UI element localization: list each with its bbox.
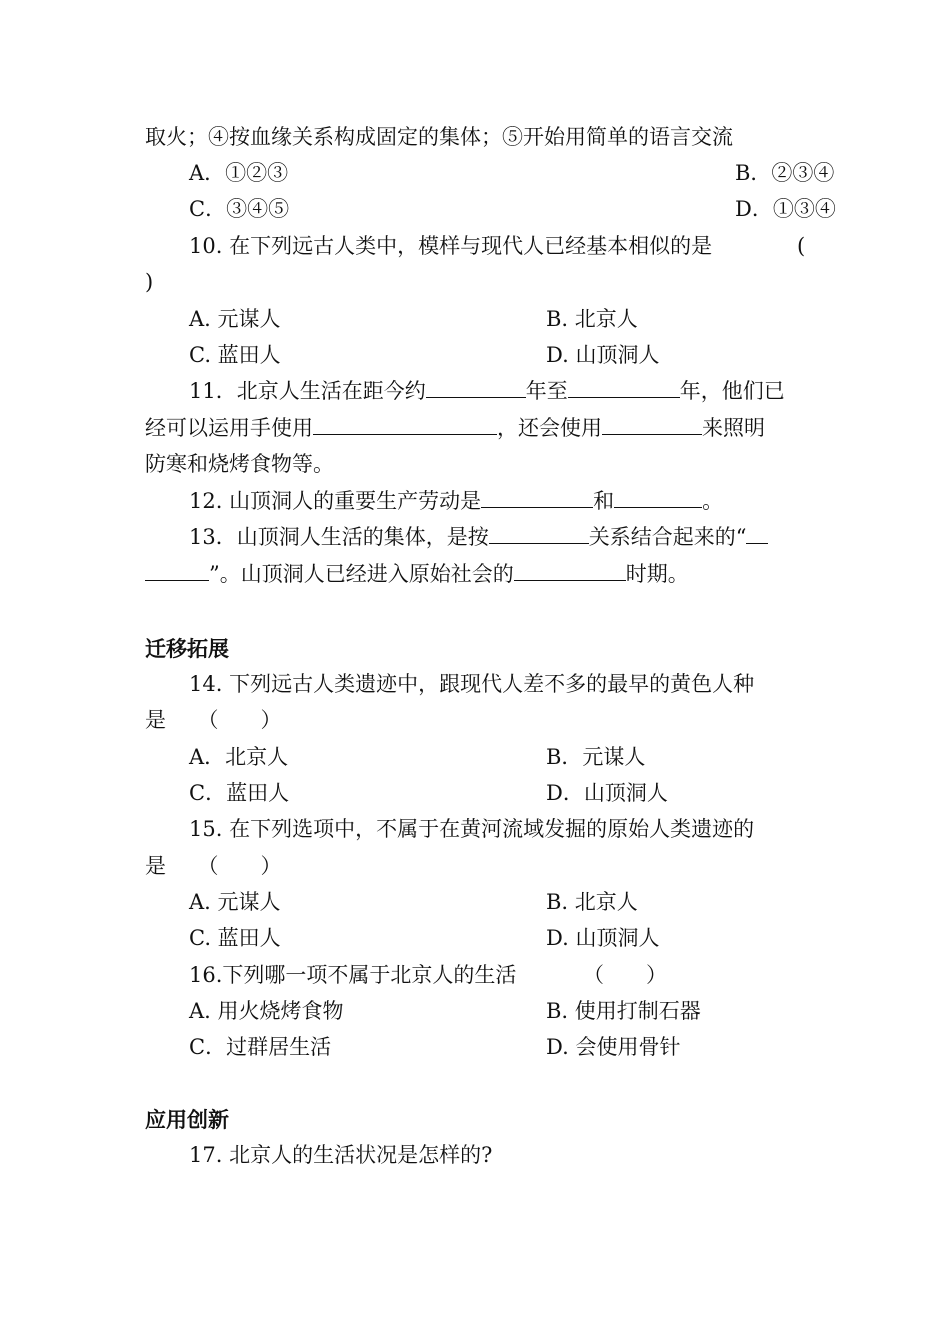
q10-options-row-2 [189, 341, 660, 369]
q15-option-c: C. 蓝田人 [189, 926, 281, 950]
q14-options-row-1 [189, 743, 646, 771]
q11-blank-3[interactable] [313, 414, 497, 435]
q11-blank-4[interactable] [602, 414, 702, 435]
q14-stem: 14. 下列远古人类遗迹中，跟现代人差不多的最早的黄色人种 [189, 672, 755, 696]
q11-text-4: 经可以运用手使用 [145, 416, 313, 440]
q12-blank-2[interactable] [614, 487, 702, 508]
q16-stem-line [189, 961, 667, 989]
q11-blank-1[interactable] [426, 377, 526, 398]
q10-paren-close: ) [145, 270, 154, 294]
q11-text-5: ，还会使用 [497, 416, 602, 440]
q11-text-7: 防寒和烧烤食物等。 [145, 452, 334, 476]
q13-line-1 [189, 523, 768, 551]
q11-text-1: 11．北京人生活在距今约 [189, 379, 426, 403]
q9-options-row-2 [189, 195, 836, 223]
q9-option-b: B．②③④ [735, 161, 835, 185]
q12-blank-1[interactable] [481, 487, 593, 508]
q16-option-d: D. 会使用骨针 [546, 1035, 681, 1059]
q15-option-d: D. 山顶洞人 [546, 926, 660, 950]
q10-option-d: D. 山顶洞人 [546, 343, 660, 367]
q17-stem: 17. 北京人的生活状况是怎样的? [189, 1143, 493, 1167]
q16-stem: 16.下列哪一项不属于北京人的生活 [189, 963, 517, 987]
q10-option-c: C. 蓝田人 [189, 343, 281, 367]
q15-stem-continued: 是 （ ） [145, 854, 282, 878]
q14-option-c: C．蓝田人 [189, 781, 290, 805]
q14-option-a: A．北京人 [189, 745, 289, 769]
section-heading-transfer: 迁移拓展 [145, 637, 229, 661]
q10-stem: 10. 在下列远古人类中，模样与现代人已经基本相似的是 [189, 234, 713, 258]
q14-options-row-2 [189, 779, 668, 807]
q10-paren-open: ( [797, 234, 806, 258]
q11-text-3: 年，他们已 [679, 379, 785, 403]
q12-text-3: 。 [702, 489, 724, 513]
q9-options-row-1 [189, 159, 835, 187]
q13-blank-2b[interactable] [145, 560, 209, 581]
q15-stem: 15. 在下列选项中，不属于在黄河流域发掘的原始人类遗迹的 [189, 817, 755, 841]
q15-options-row-1 [189, 888, 638, 916]
q11-text-2: 年至 [525, 379, 568, 403]
q10-options-row-1 [189, 305, 638, 333]
q12-text-1: 12. 山顶洞人的重要生产劳动是 [189, 489, 482, 513]
q13-blank-3[interactable] [514, 560, 626, 581]
q15-option-b: B. 北京人 [546, 890, 638, 914]
q11-text-6: 来照明 [702, 416, 765, 440]
q14-option-d: D．山顶洞人 [546, 781, 668, 805]
q13-text-3: ”。山顶洞人已经进入原始社会的 [209, 562, 514, 586]
q16-paren: （ ） [583, 963, 667, 987]
section-heading-apply: 应用创新 [145, 1108, 229, 1132]
q13-text-4: 时期。 [625, 562, 689, 586]
q13-text-1: 13．山顶洞人生活的集体，是按 [189, 525, 489, 549]
q10-option-b: B. 北京人 [546, 307, 638, 331]
q15-option-a: A. 元谋人 [189, 890, 281, 914]
q13-line-2 [145, 560, 689, 588]
q16-option-a: A. 用火烧烤食物 [189, 999, 344, 1023]
q10-stem-line [189, 232, 809, 260]
q11-line-2 [145, 414, 765, 442]
q12-text-2: 和 [593, 489, 615, 513]
q11-blank-2[interactable] [568, 377, 680, 398]
q14-option-b: B．元谋人 [546, 745, 646, 769]
q16-options-row-1 [189, 997, 701, 1025]
q16-option-b: B. 使用打制石器 [546, 999, 701, 1023]
q12-line [189, 487, 723, 515]
q13-blank-1[interactable] [489, 523, 589, 544]
q9-option-d: D．①③④ [735, 197, 836, 221]
q13-text-2: 关系结合起来的“ [588, 525, 747, 549]
q15-options-row-2 [189, 924, 660, 952]
q9-stem-continued: 取火；④按血缘关系构成固定的集体；⑤开始用简单的语言交流 [145, 125, 733, 149]
q10-option-a: A. 元谋人 [189, 307, 281, 331]
q16-options-row-2 [189, 1033, 681, 1061]
q13-blank-2a[interactable] [746, 523, 768, 544]
q11-line-1 [189, 377, 785, 405]
q16-option-c: C．过群居生活 [189, 1035, 332, 1059]
q9-option-c: C．③④⑤ [189, 197, 290, 221]
q14-stem-continued: 是 （ ） [145, 708, 282, 732]
q9-option-a: A．①②③ [189, 161, 289, 185]
